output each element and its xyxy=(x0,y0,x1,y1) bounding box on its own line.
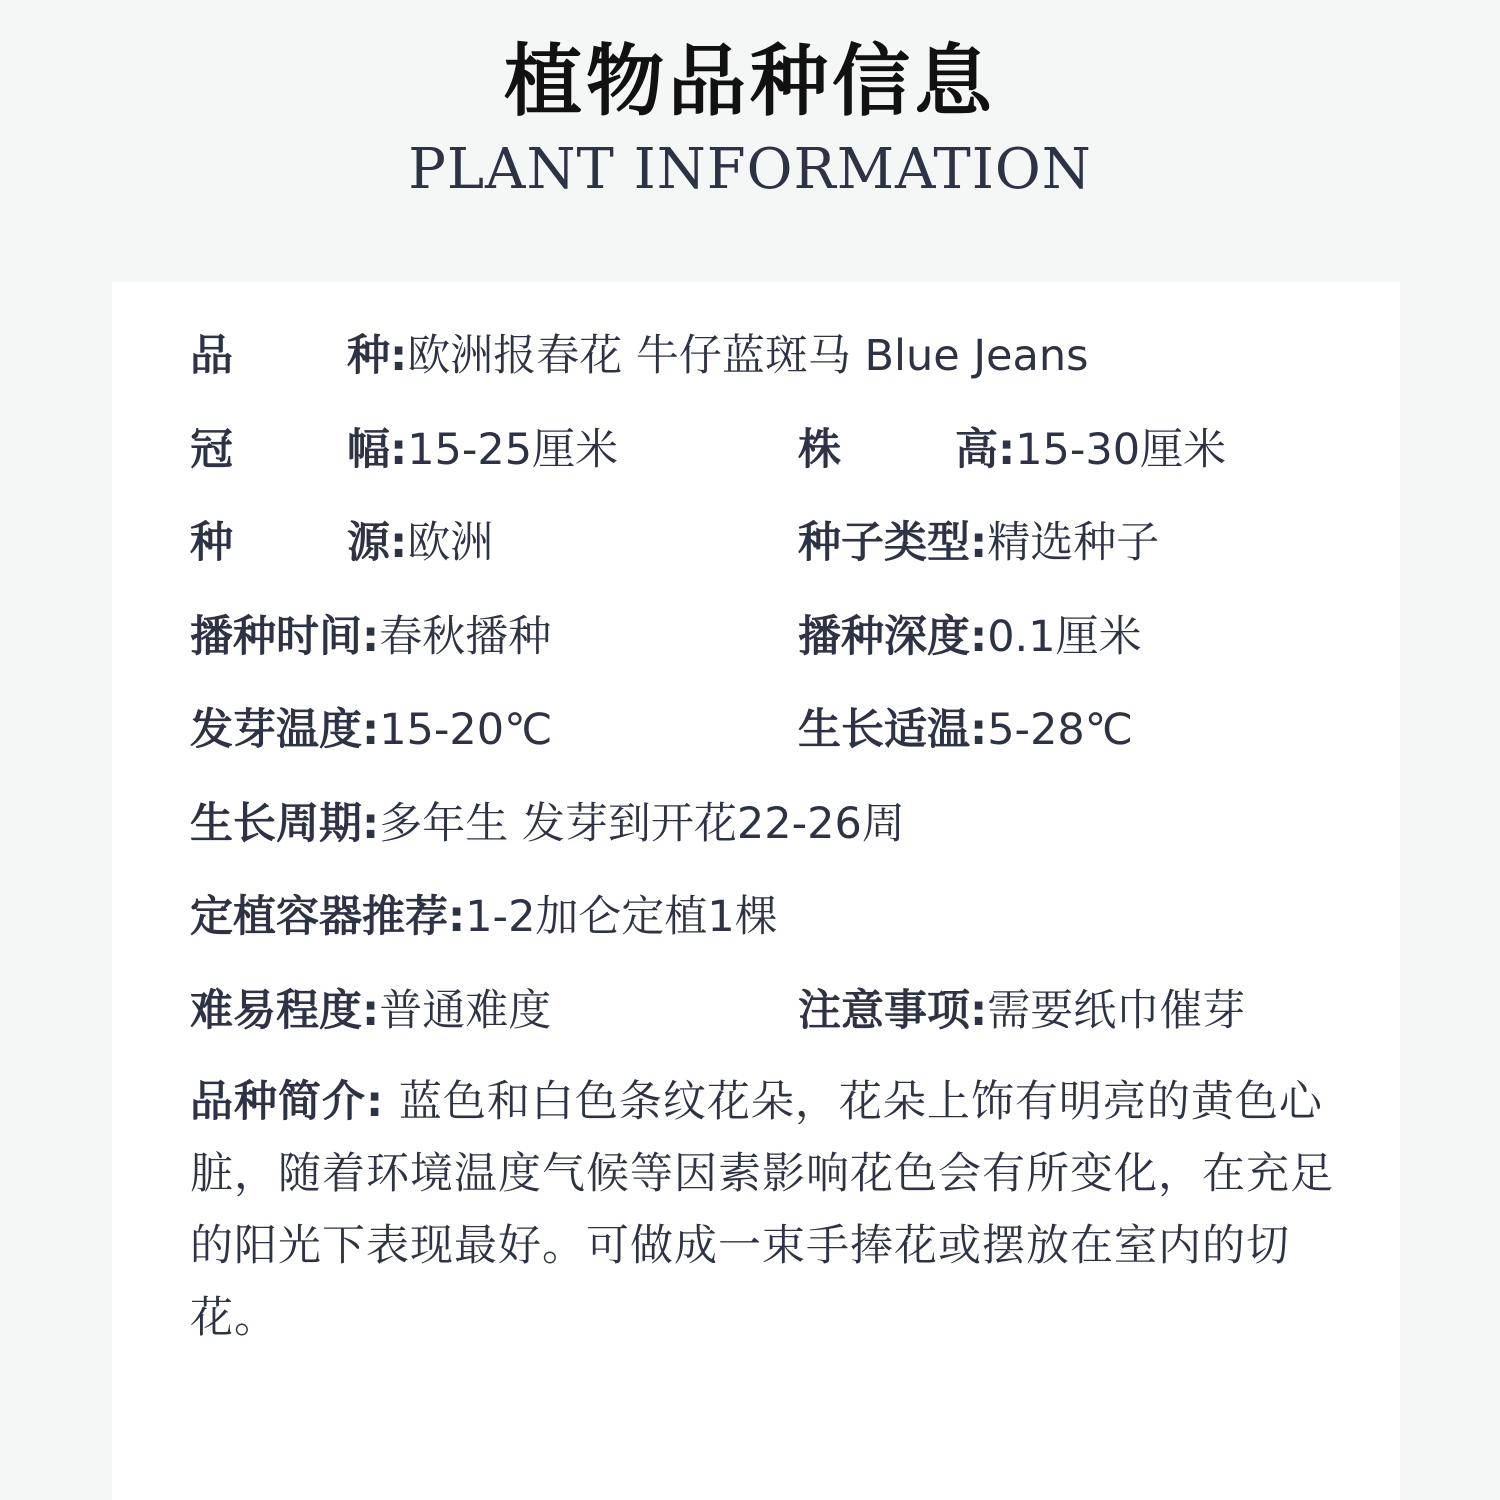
field-notes xyxy=(798,981,1245,1041)
field-label: 注意事项 xyxy=(798,986,970,1036)
field-value: 欧洲报春花 牛仔蓝斑马 Blue Jeans xyxy=(407,331,1089,381)
field-label: 品种 xyxy=(190,331,390,381)
colon: : xyxy=(362,612,380,662)
field-label: 生长适温 xyxy=(798,705,970,755)
field-difficulty xyxy=(190,981,551,1041)
field-label: 株高 xyxy=(798,425,998,475)
colon: : xyxy=(970,518,988,568)
page-subtitle: PLANT INFORMATION xyxy=(408,137,1092,202)
colon: : xyxy=(390,518,408,568)
field-container xyxy=(190,887,778,947)
field-label: 种子类型 xyxy=(798,518,970,568)
field-variety xyxy=(190,326,1089,386)
field-value: 15-30厘米 xyxy=(1015,425,1227,475)
colon: : xyxy=(390,425,408,475)
field-sow-depth xyxy=(798,607,1142,667)
field-value: 需要纸巾催芽 xyxy=(987,986,1246,1036)
field-value: 1-2加仑定植1棵 xyxy=(465,892,778,942)
field-label: 种源 xyxy=(190,518,390,568)
colon: : xyxy=(970,986,988,1036)
colon: : xyxy=(998,425,1016,475)
field-origin xyxy=(190,513,493,573)
field-spread xyxy=(190,420,618,480)
colon: : xyxy=(390,331,408,381)
field-value: 普通难度 xyxy=(379,986,552,1036)
field-value: 5-28℃ xyxy=(987,705,1134,755)
intro-label: 品种简介: xyxy=(190,1077,385,1127)
field-cycle xyxy=(190,794,905,854)
colon: : xyxy=(448,892,466,942)
intro-text: 蓝色和白色条纹花朵，花朵上饰有明亮的黄色心脏，随着环境温度气候等因素影响花色会有所变化，在充足的阳光下表现最好。可做成一束手捧花或摆放在室内的切花。 xyxy=(190,1077,1334,1343)
field-label: 冠幅 xyxy=(190,425,390,475)
field-value: 15-25厘米 xyxy=(407,425,619,475)
colon: : xyxy=(362,986,380,1036)
variety-intro xyxy=(190,1066,1340,1354)
field-label: 难易程度 xyxy=(190,986,362,1036)
page-title: 植物品种信息 xyxy=(503,37,996,127)
field-germ-temp xyxy=(190,700,552,760)
field-value: 春秋播种 xyxy=(379,612,552,662)
field-label: 发芽温度 xyxy=(190,705,362,755)
field-label: 播种时间 xyxy=(190,612,362,662)
field-value: 欧洲 xyxy=(407,518,494,568)
field-height xyxy=(798,420,1226,480)
field-value: 15-20℃ xyxy=(379,705,553,755)
colon: : xyxy=(970,612,988,662)
field-label: 定植容器推荐 xyxy=(190,892,448,942)
field-value: 0.1厘米 xyxy=(987,612,1142,662)
field-sow-time xyxy=(190,607,551,667)
field-seed-type xyxy=(798,513,1159,573)
colon: : xyxy=(970,705,988,755)
field-value: 精选种子 xyxy=(987,518,1160,568)
field-value: 多年生 发芽到开花22-26周 xyxy=(379,799,905,849)
field-label: 生长周期 xyxy=(190,799,362,849)
field-grow-temp xyxy=(798,700,1133,760)
colon: : xyxy=(362,799,380,849)
colon: : xyxy=(362,705,380,755)
field-label: 播种深度 xyxy=(798,612,970,662)
